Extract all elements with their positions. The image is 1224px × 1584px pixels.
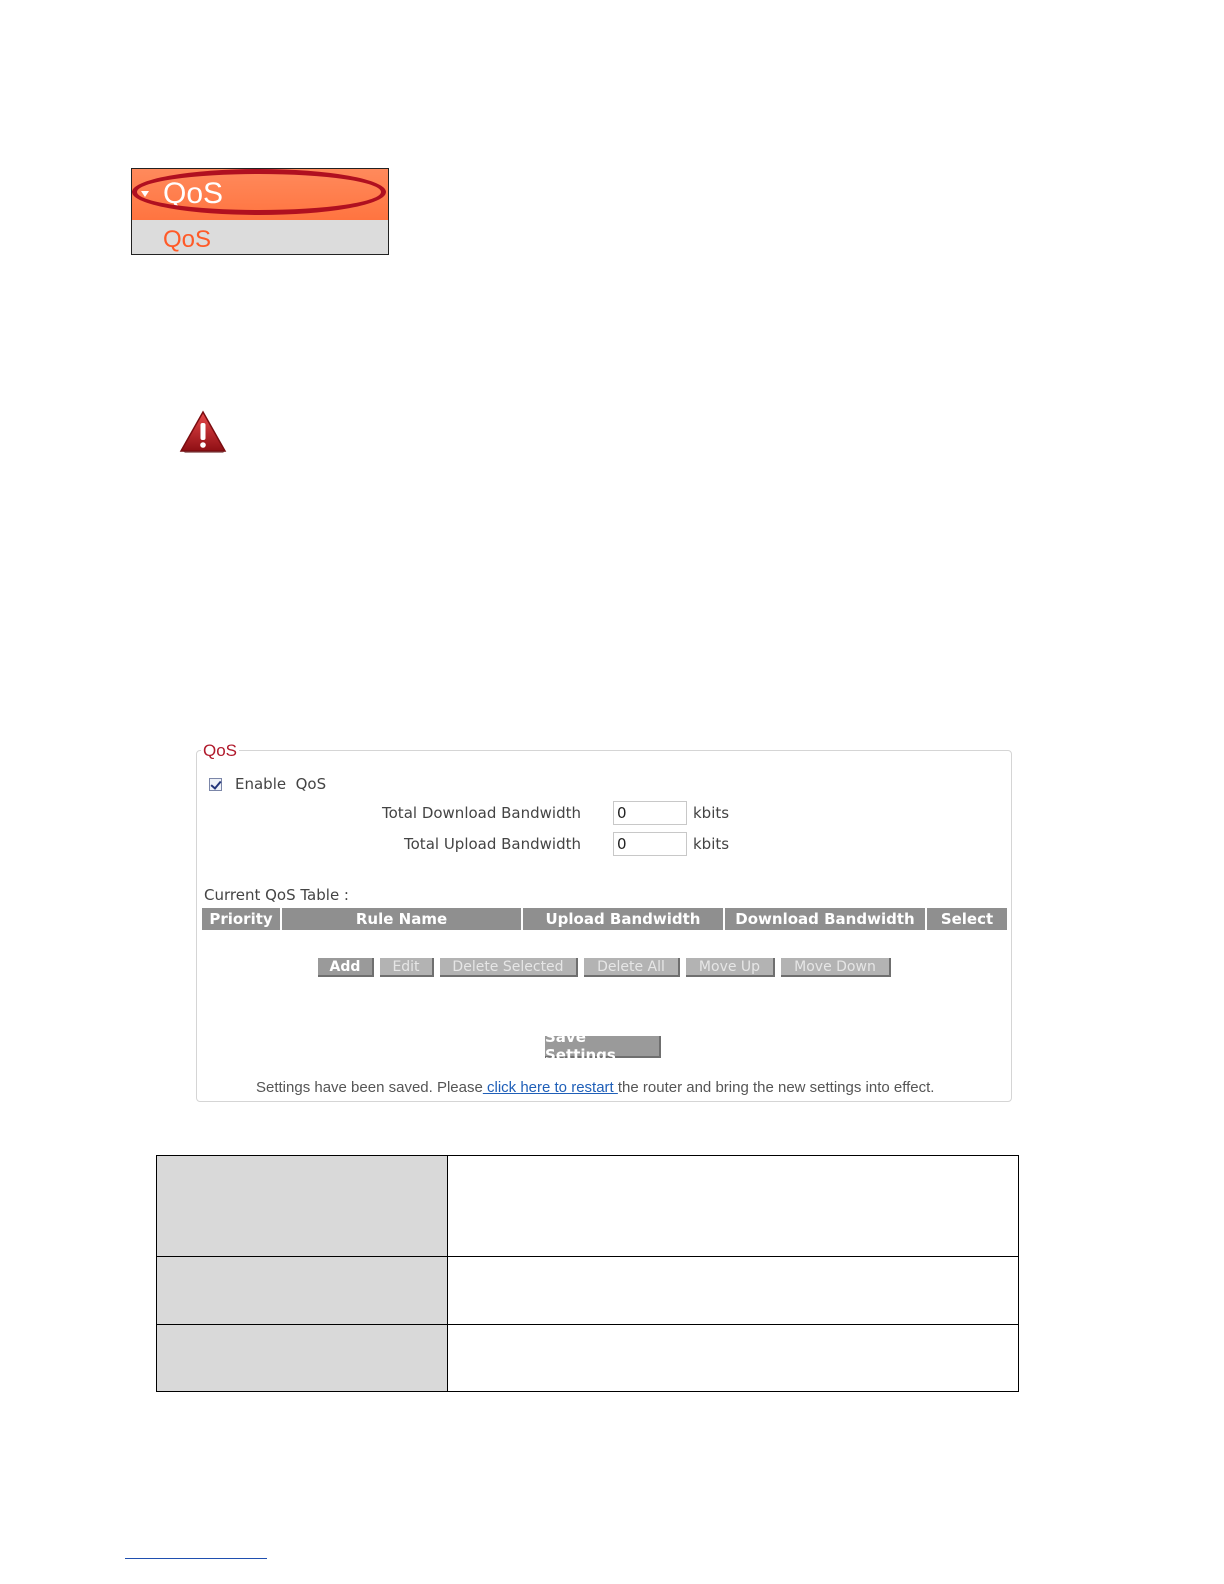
- restart-notice: [256, 1079, 934, 1096]
- table-key-cell: [157, 1325, 448, 1392]
- upload-bandwidth-input[interactable]: [613, 832, 687, 856]
- column-rule-name: Rule Name: [282, 908, 521, 930]
- table-row: [157, 1325, 1019, 1392]
- delete-all-button[interactable]: Delete All: [584, 958, 680, 977]
- move-up-button[interactable]: Move Up: [686, 958, 775, 977]
- save-settings-button[interactable]: Save Settings: [545, 1036, 661, 1058]
- table-row: [157, 1156, 1019, 1257]
- footer-divider: [125, 1558, 267, 1559]
- edit-button[interactable]: Edit: [380, 958, 434, 977]
- column-download-bandwidth: Download Bandwidth: [725, 908, 925, 930]
- restart-link[interactable]: click here to restart: [482, 1079, 618, 1096]
- add-button[interactable]: Add: [318, 958, 374, 977]
- move-down-button[interactable]: Move Down: [781, 958, 891, 977]
- table-key-cell: [157, 1257, 448, 1325]
- warning-triangle-icon: [179, 410, 227, 454]
- delete-selected-button[interactable]: Delete Selected: [440, 958, 578, 977]
- enable-qos-label: Enable QoS: [235, 775, 327, 793]
- download-bandwidth-input[interactable]: [613, 801, 687, 825]
- highlight-ring: [132, 169, 386, 215]
- table-key-cell: [157, 1156, 448, 1257]
- column-select: Select: [927, 908, 1007, 930]
- column-upload-bandwidth: Upload Bandwidth: [523, 908, 723, 930]
- upload-bandwidth-unit: kbits: [693, 835, 730, 853]
- qos-menu-sub-item[interactable]: QoS: [163, 226, 212, 253]
- qos-table-caption: Current QoS Table :: [204, 886, 349, 904]
- qos-menu-header[interactable]: [132, 169, 388, 220]
- qos-rules-table-header: [202, 908, 1007, 930]
- description-table: [156, 1155, 1019, 1392]
- restart-notice-before: Settings have been saved. Please: [256, 1079, 483, 1096]
- qos-panel-legend: QoS: [203, 741, 238, 760]
- column-priority: Priority: [202, 908, 280, 930]
- enable-qos-row: [209, 775, 326, 793]
- download-bandwidth-unit: kbits: [693, 804, 730, 822]
- qos-settings-panel: [196, 741, 1012, 1102]
- table-value-cell: [448, 1325, 1019, 1392]
- table-value-cell: [448, 1257, 1019, 1325]
- table-row: [157, 1257, 1019, 1325]
- enable-qos-checkbox[interactable]: [209, 778, 222, 791]
- download-bandwidth-label: Total Download Bandwidth: [382, 804, 581, 822]
- restart-notice-after: the router and bring the new settings into effect.: [617, 1079, 935, 1096]
- upload-bandwidth-label: Total Upload Bandwidth: [404, 835, 581, 853]
- qos-table-actions: [318, 958, 891, 977]
- upload-bandwidth-row: [197, 832, 1011, 856]
- qos-menu-title: QoS: [163, 177, 224, 210]
- download-bandwidth-row: [197, 801, 1011, 825]
- qos-menu-snippet: [131, 168, 389, 255]
- table-value-cell: [448, 1156, 1019, 1257]
